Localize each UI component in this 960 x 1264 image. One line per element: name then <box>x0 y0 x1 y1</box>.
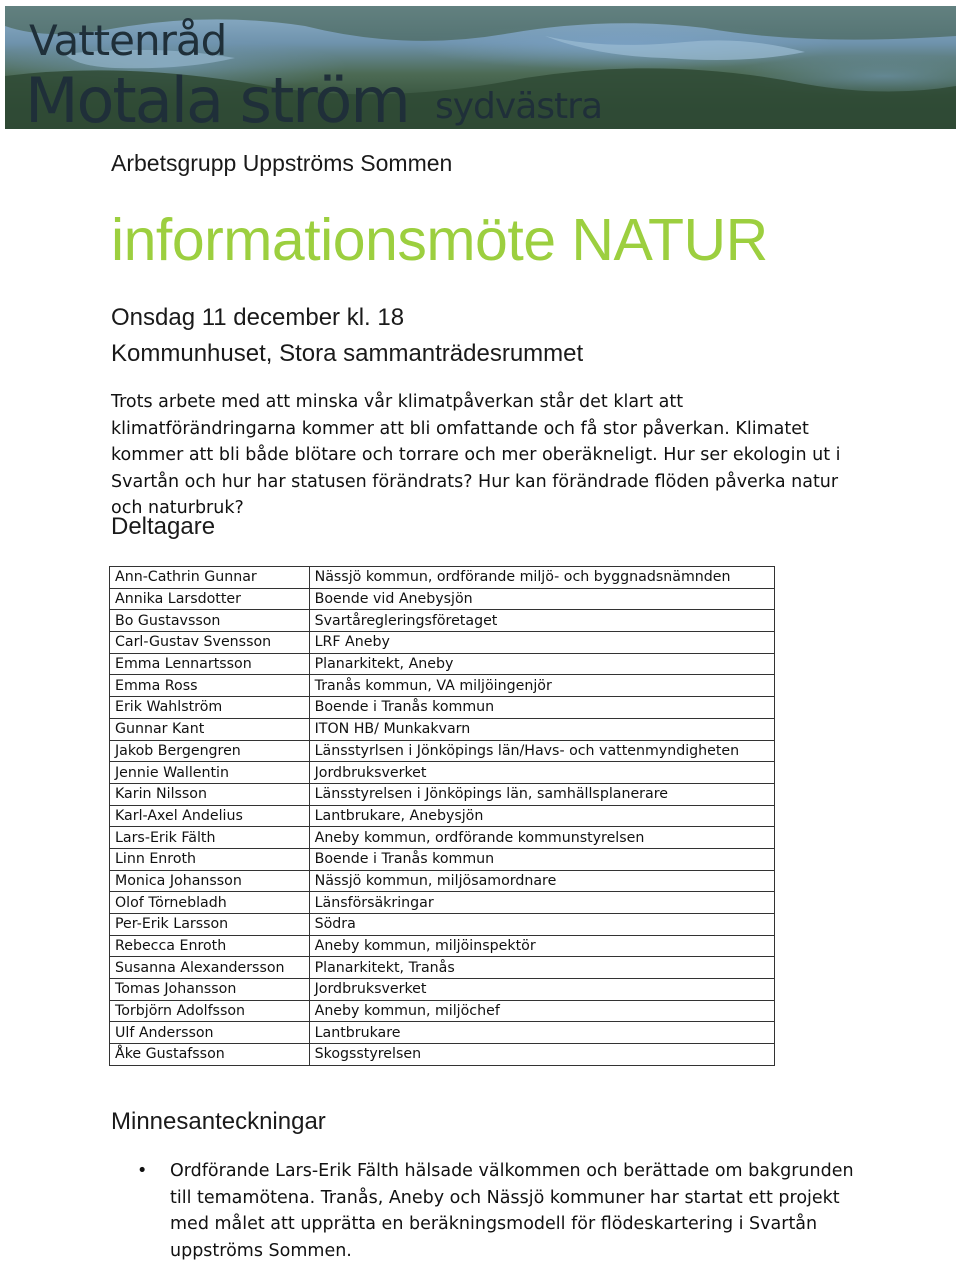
participant-organization: Länsstyrlsen i Jönköpings län/Havs- och vattenmyndigheten <box>309 740 774 762</box>
participant-organization: Boende vid Anebysjön <box>309 588 774 610</box>
participant-organization: Aneby kommun, ordförande kommunstyrelsen <box>309 827 774 849</box>
participant-organization: Aneby kommun, miljöchef <box>309 1000 774 1022</box>
participant-name: Annika Larsdotter <box>110 588 310 610</box>
participant-organization: Jordbruksverket <box>309 762 774 784</box>
table-row <box>110 762 775 784</box>
participant-name: Bo Gustavsson <box>110 610 310 632</box>
page-title: informationsmöte NATUR <box>111 207 768 273</box>
participant-name: Karl-Axel Andelius <box>110 805 310 827</box>
participant-name: Erik Wahlström <box>110 697 310 719</box>
participant-name: Ann-Cathrin Gunnar <box>110 567 310 589</box>
participant-organization: LRF Aneby <box>309 632 774 654</box>
table-row <box>110 805 775 827</box>
table-row <box>110 718 775 740</box>
table-row <box>110 697 775 719</box>
participant-organization: ITON HB/ Munkakvarn <box>309 718 774 740</box>
participant-organization: Nässjö kommun, ordförande miljö- och byggnadsnämnden <box>309 567 774 589</box>
participant-name: Lars-Erik Fälth <box>110 827 310 849</box>
intro-paragraph: Trots arbete med att minska vår klimatpåverkan står det klart att klimatförändringarna kommer att bli omfattande och få stor påverkan. Klimatet kommer att bli både blötare och torrare och mer oberäkneligt. Hur ser ekologin ut i Svartån och hur har statusen förändrats? Hur kan förändrade flöden påverka natur och naturbruk? <box>111 392 841 518</box>
participant-name: Gunnar Kant <box>110 718 310 740</box>
table-row <box>110 1022 775 1044</box>
banner-title-line2: Motala ström <box>25 64 409 129</box>
participant-organization: Aneby kommun, miljöinspektör <box>309 935 774 957</box>
participant-organization: Planarkitekt, Tranås <box>309 957 774 979</box>
participant-name: Emma Lennartsson <box>110 653 310 675</box>
note-text: Ordförande Lars-Erik Fälth hälsade välkommen och berättade om bakgrunden till temamötena. Tranås, Aneby och Nässjö kommuner har startat ett projekt med målet att upprätta en beräkningsmodell för flödeskartering i Svartån uppströms Sommen. <box>170 1161 854 1261</box>
participants-table <box>109 566 775 1066</box>
table-row <box>110 957 775 979</box>
table-row <box>110 653 775 675</box>
participant-name: Jennie Wallentin <box>110 762 310 784</box>
participant-name: Susanna Alexandersson <box>110 957 310 979</box>
bullet-icon: • <box>137 1161 148 1181</box>
participant-name: Monica Johansson <box>110 870 310 892</box>
participant-organization: Boende i Tranås kommun <box>309 697 774 719</box>
table-row <box>110 610 775 632</box>
participant-name: Olof Törnebladh <box>110 892 310 914</box>
table-row <box>110 567 775 589</box>
participant-organization: Jordbruksverket <box>309 979 774 1001</box>
meeting-location: Kommunhuset, Stora sammanträdesrummet <box>111 340 584 367</box>
participant-name: Karin Nilsson <box>110 783 310 805</box>
notes-heading: Minnesanteckningar <box>111 1108 326 1135</box>
participant-name: Jakob Bergengren <box>110 740 310 762</box>
participant-organization: Planarkitekt, Aneby <box>309 653 774 675</box>
participant-name: Per-Erik Larsson <box>110 914 310 936</box>
table-row <box>110 827 775 849</box>
participant-name: Torbjörn Adolfsson <box>110 1000 310 1022</box>
participant-organization: Lantbrukare, Anebysjön <box>309 805 774 827</box>
table-row <box>110 848 775 870</box>
table-row <box>110 1000 775 1022</box>
participants-heading: Deltagare <box>111 513 216 540</box>
participant-organization: Skogsstyrelsen <box>309 1044 774 1066</box>
table-row <box>110 740 775 762</box>
participant-organization: Södra <box>309 914 774 936</box>
table-row <box>110 870 775 892</box>
participant-organization: Lantbrukare <box>309 1022 774 1044</box>
table-row <box>110 914 775 936</box>
participant-name: Carl-Gustav Svensson <box>110 632 310 654</box>
participant-name: Emma Ross <box>110 675 310 697</box>
table-row <box>110 632 775 654</box>
participant-name: Åke Gustafsson <box>110 1044 310 1066</box>
participant-name: Linn Enroth <box>110 848 310 870</box>
participant-organization: Nässjö kommun, miljösamordnare <box>309 870 774 892</box>
table-row <box>110 979 775 1001</box>
table-row <box>110 783 775 805</box>
notes-list <box>111 1158 871 1264</box>
table-row <box>110 675 775 697</box>
participant-organization: Boende i Tranås kommun <box>309 848 774 870</box>
participant-name: Tomas Johansson <box>110 979 310 1001</box>
table-row <box>110 1044 775 1066</box>
participant-organization: Länsstyrelsen i Jönköpings län, samhällsplanerare <box>309 783 774 805</box>
table-row <box>110 935 775 957</box>
working-group-title: Arbetsgrupp Uppströms Sommen <box>111 150 453 176</box>
banner-title-line1: Vattenråd <box>29 16 227 65</box>
table-row <box>110 892 775 914</box>
participants-table-body <box>110 567 775 1066</box>
participant-organization: Tranås kommun, VA miljöingenjör <box>309 675 774 697</box>
list-item <box>111 1158 871 1264</box>
meeting-date: Onsdag 11 december kl. 18 <box>111 304 405 331</box>
participant-organization: Svartåregleringsföretaget <box>309 610 774 632</box>
banner-title-line3: sydvästra <box>435 86 603 127</box>
participant-name: Ulf Andersson <box>110 1022 310 1044</box>
table-row <box>110 588 775 610</box>
participant-name: Rebecca Enroth <box>110 935 310 957</box>
header-banner <box>5 6 956 129</box>
participant-organization: Länsförsäkringar <box>309 892 774 914</box>
